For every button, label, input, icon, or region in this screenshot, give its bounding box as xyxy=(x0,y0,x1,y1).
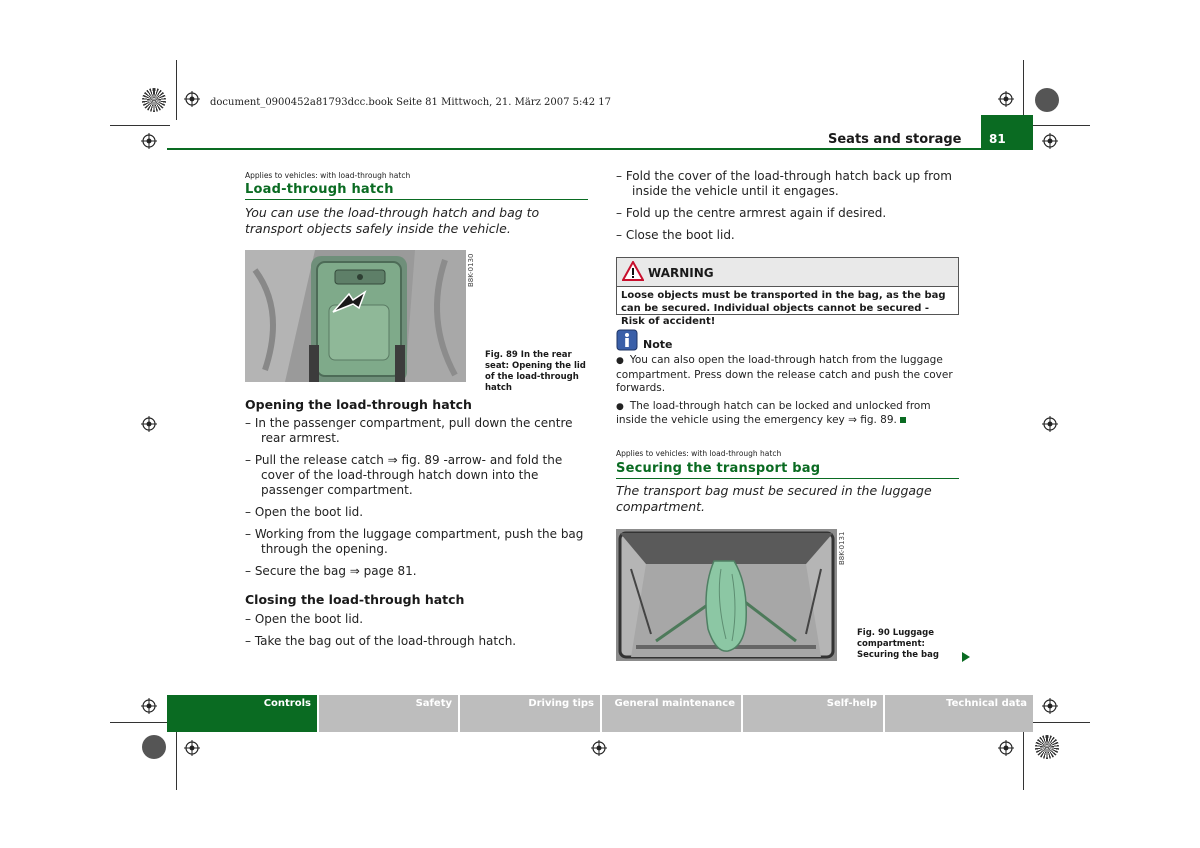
registration-mark-icon xyxy=(141,698,157,714)
figure-code: B8K-0130 xyxy=(467,253,475,287)
step-item: – Secure the bag ⇒ page 81. xyxy=(245,564,417,578)
page-number: 81 xyxy=(981,115,1033,149)
registration-mark-icon xyxy=(141,133,157,149)
footer-tab-self-help[interactable]: Self-help xyxy=(743,695,883,732)
registration-mark-icon xyxy=(184,91,200,107)
note-bullet xyxy=(616,400,961,428)
print-header: document_0900452a81793dcc.book Seite 81 Mittwoch, 21. März 2007 5:42 17 xyxy=(210,97,612,108)
figure-90-caption: Fig. 90 Luggage compartment: Securing the bag xyxy=(857,628,939,660)
step-item: – Open the boot lid. xyxy=(245,505,364,519)
section-intro: You can use the load-through hatch and bag to transport objects safely inside the vehicle. xyxy=(245,205,540,236)
step-item: – In the passenger compartment, pull down the centre rear armrest. xyxy=(245,416,573,445)
section-rule xyxy=(616,478,959,479)
registration-mark-icon xyxy=(141,416,157,432)
registration-mark-icon xyxy=(1042,698,1058,714)
figure-code: B8K-0131 xyxy=(838,531,846,565)
warning-box xyxy=(616,257,959,327)
note-bullets xyxy=(616,354,961,428)
footer-tab-driving-tips[interactable]: Driving tips xyxy=(460,695,600,732)
end-of-section-icon xyxy=(900,417,906,423)
step-item: – Take the bag out of the load-through hatch. xyxy=(245,634,517,648)
note-bullet-text: You can also open the load-through hatch from the luggage compartment. Press down the release catch and push the cover forwards. xyxy=(616,354,953,394)
bullet-icon: ● xyxy=(616,401,624,412)
registration-mark-icon xyxy=(998,91,1014,107)
footer-tab-controls[interactable]: Controls xyxy=(167,695,317,732)
step-item: – Open the boot lid. xyxy=(245,612,364,626)
step-item: – Pull the release catch ⇒ fig. 89 -arrow- and fold the cover of the load-through hatch down into the passenger compartment. xyxy=(245,453,563,497)
step-item: – Working from the luggage compartment, push the bag through the opening. xyxy=(245,527,584,556)
registration-mark-icon xyxy=(591,740,607,756)
section-rule xyxy=(245,199,588,200)
subheading-closing: Closing the load-through hatch xyxy=(245,592,465,607)
info-icon xyxy=(616,329,638,351)
registration-mark-icon xyxy=(998,740,1014,756)
gray-disc-mark xyxy=(1035,88,1059,112)
warning-text: Loose objects must be transported in the bag, as the bag can be secured. Individual objects cannot be secured - Risk of accident! xyxy=(621,290,946,327)
registration-mark-icon xyxy=(1042,133,1058,149)
figure-89-caption: Fig. 89 In the rear seat: Opening the lid of the load-through hatch xyxy=(485,350,586,393)
footer-tab-safety[interactable]: Safety xyxy=(319,695,458,732)
footer-tab-general-maintenance[interactable]: General maintenance xyxy=(602,695,741,732)
section-title: Load-through hatch xyxy=(245,182,394,197)
applies-label: Applies to vehicles: with load-through hatch xyxy=(245,171,411,180)
warning-header xyxy=(617,258,958,287)
figure-89-image xyxy=(245,250,466,382)
footer-tab-technical-data[interactable]: Technical data xyxy=(885,695,1033,732)
section-title: Securing the transport bag xyxy=(616,461,821,476)
closing-steps xyxy=(245,612,590,649)
step-item: – Fold the cover of the load-through hatch back up from inside the vehicle until it engages. xyxy=(616,169,952,198)
next-page-arrow-icon[interactable] xyxy=(961,651,971,663)
gray-disc-mark xyxy=(142,735,166,759)
color-wheel-mark xyxy=(1035,735,1059,759)
applies-label: Applies to vehicles: with load-through hatch xyxy=(616,449,782,458)
step-item: – Fold up the centre armrest again if desired. xyxy=(616,206,887,220)
color-wheel-mark xyxy=(142,88,166,112)
subheading-opening: Opening the load-through hatch xyxy=(245,397,472,412)
registration-mark-icon xyxy=(1042,416,1058,432)
figure-90-image xyxy=(616,529,837,661)
bullet-icon: ● xyxy=(616,356,624,366)
note-title: Note xyxy=(643,338,673,351)
section-intro: The transport bag must be secured in the luggage compartment. xyxy=(616,483,932,514)
opening-steps xyxy=(245,416,590,579)
warning-triangle-icon xyxy=(622,261,644,281)
step-item: – Close the boot lid. xyxy=(616,228,735,242)
note-bullet-text: The load-through hatch can be locked and unlocked from inside the vehicle using the emergency key ⇒ fig. 89. xyxy=(616,399,931,426)
registration-mark-icon xyxy=(184,740,200,756)
warning-title: WARNING xyxy=(648,266,714,280)
header-rule xyxy=(167,148,1033,150)
chapter-title: Seats and storage xyxy=(828,132,962,147)
note-bullet xyxy=(616,354,961,396)
continued-steps xyxy=(616,169,961,243)
